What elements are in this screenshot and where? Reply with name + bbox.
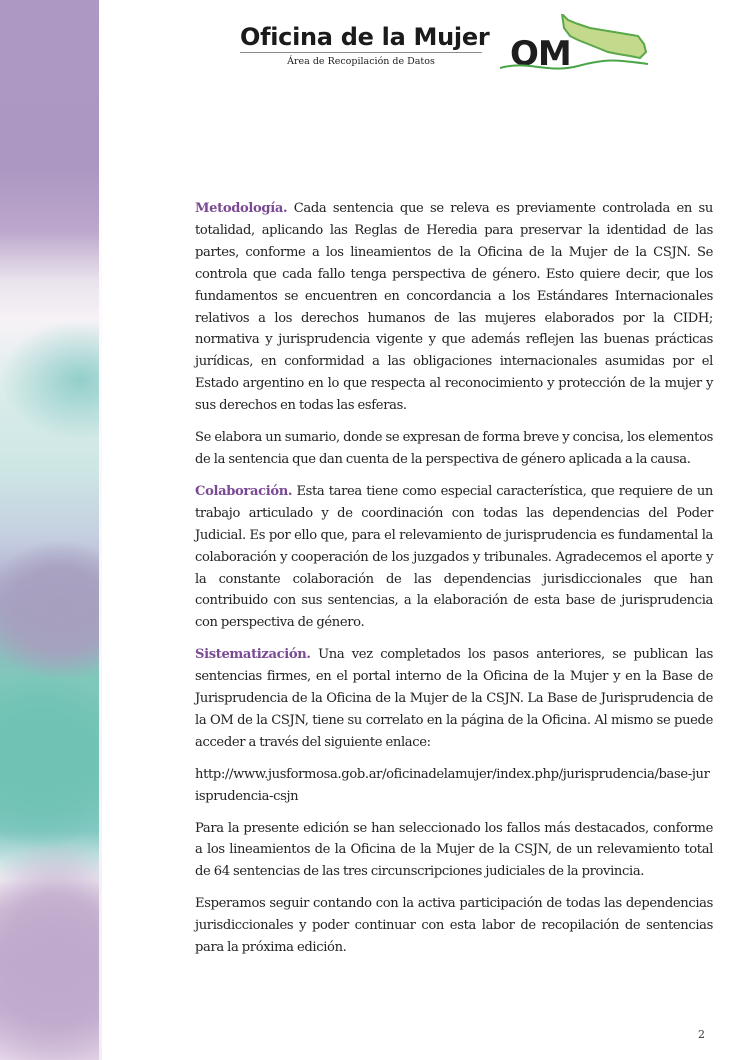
page-header	[240, 20, 660, 80]
paragraph-edicion	[195, 818, 713, 884]
paragraph-sumario	[195, 427, 713, 471]
paragraph-colaboracion	[195, 481, 713, 634]
decorative-watercolor-sidebar	[0, 0, 102, 1060]
om-logo	[498, 14, 658, 76]
brand-subtitle: Área de Recopilación de Datos	[287, 56, 435, 67]
brand-title: Oficina de la Mujer	[240, 23, 490, 51]
section-heading-sistematizacion: Sistematización.	[195, 647, 311, 663]
brand-divider	[240, 52, 482, 53]
section-heading-colaboracion: Colaboración.	[195, 483, 293, 499]
paragraph-text: Esperamos seguir contando con la activa participación de todas las dependencias jurisdiccionales y poder continuar con esta labor de recopilación de sentencias para la próxima edición.	[195, 896, 713, 956]
paragraph-text: Se elabora un sumario, donde se expresan de forma breve y concisa, los elementos de la sentencia que dan cuenta de la perspectiva de género aplicada a la causa.	[195, 430, 713, 467]
om-logo-text: OM	[510, 34, 571, 74]
paragraph-text: Cada sentencia que se releva es previamente controlada en su totalidad, aplicando las Reglas de Heredia para preservar la identidad de las partes, conforme a los lineamientos de la Oficina de la Mujer de la CSJN. Se controla que cada fallo tenga perspectiva de género. Esto quiere decir, que los fundamentos se encuentren en concordancia a los Estándares Internacionales relativos a los derechos humanos de las mujeres elaborados por la CIDH; normativa y jurisprudencia vigente y que además reflejen las buenas prácticas jurídicas, en conformidad a las obligaciones internacionales asumidas por el Estado argentino en lo que respecta al reconocimiento y protección de la mujer y sus derechos en todas las esferas.	[195, 201, 713, 414]
wave-line-icon	[498, 14, 658, 76]
jurisprudence-link[interactable]: http://www.jusformosa.gob.ar/oficinadelamujer/index.php/jurisprudencia/base-jurisprudencia-csjn	[195, 766, 710, 804]
sidebar-edge	[99, 0, 102, 1060]
paragraph-cierre	[195, 893, 713, 959]
paragraph-text: Una vez completados los pasos anteriores, se publican las sentencias firmes, en el portal interno de la Oficina de la Mujer y en la Base de Jurisprudencia de la Oficina de la Mujer de la CSJN. La Base de Jurisprudencia de la OM de la CSJN, tiene su correlato en la página de la Oficina. Al mismo se puede acceder a través del siguiente enlace:	[195, 647, 713, 750]
paragraph-text: Para la presente edición se han seleccionado los fallos más destacados, conforme a los lineamientos de la Oficina de la Mujer de la CSJN, de un relevamiento total de 64 sentencias de las tres circunscripciones judiciales de la provincia.	[195, 820, 713, 880]
paragraph-metodologia	[195, 198, 713, 417]
page-number: 2	[698, 1028, 705, 1041]
paragraph-text: Esta tarea tiene como especial característica, que requiere de un trabajo articulado y de coordinación con todas las dependencias del Poder Judicial. Es por ello que, para el relevamiento de jurisprudencia es fundamental la colaboración y cooperación de los juzgados y tribunales. Agradecemos el aporte y la constante colaboración de las dependencias jurisdiccionales que han contribuido con sus sentencias, a la elaboración de esta base de jurisprudencia con perspectiva de género.	[195, 483, 713, 631]
document-body	[195, 198, 713, 969]
section-heading-metodologia: Metodología.	[195, 201, 288, 216]
paragraph-sistematizacion	[195, 644, 713, 754]
